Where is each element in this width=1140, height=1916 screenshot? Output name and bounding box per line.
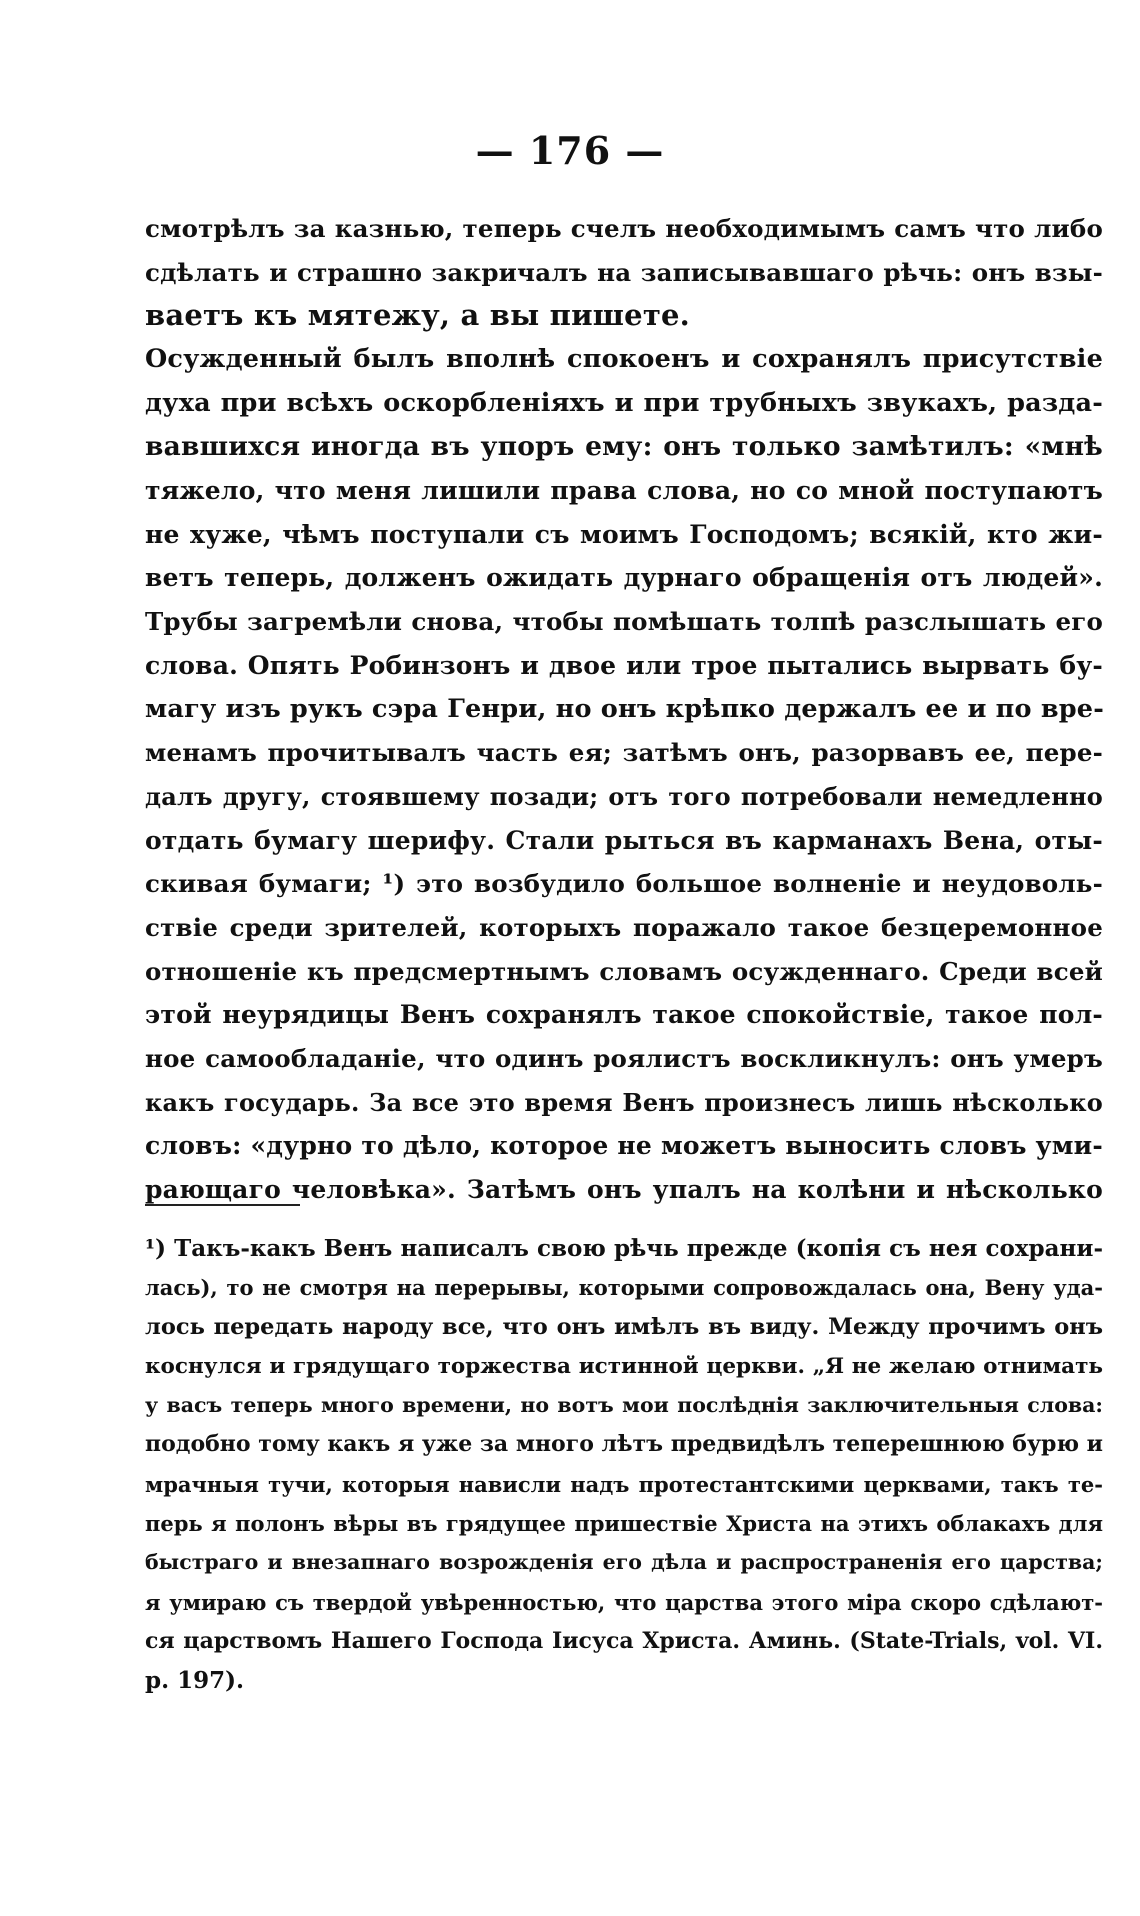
footnote-line: ся царствомъ Нашего Господа Іисуса Христа. Аминь. (State-Trials, vol. VI.: [145, 1627, 1103, 1654]
footnote-line: я умираю съ твердой увѣренностью, что царства этого міра скоро сдѣлают-: [145, 1589, 1103, 1615]
footnote-line: лась), то не смотря на перерывы, которыми сопровождалась она, Вену уда-: [145, 1275, 1103, 1301]
text-line: не хуже, чѣмъ поступали съ моимъ Господомъ; всякій, кто жи-: [145, 519, 1103, 549]
paragraph-main: [145, 338, 1103, 1212]
text-line: слова. Опять Робинзонъ и двое или трое пытались вырвать бу-: [145, 650, 1103, 680]
footnote: [145, 1229, 1103, 1701]
text-line: далъ другу, стоявшему позади; отъ того потребовали немедленно: [145, 781, 1103, 811]
text-line: магу изъ рукъ сэра Генри, но онъ крѣпко держалъ ее и по вре-: [145, 693, 1104, 724]
text-line: словъ: «дурно то дѣло, которое не можетъ выносить словъ уми-: [145, 1131, 1103, 1161]
text-line: смотрѣлъ за казнью, теперь счелъ необходимымъ самъ что либо: [145, 214, 1103, 243]
text-line: ваетъ къ мятежу, а вы пишете.: [145, 298, 690, 333]
text-line: Осужденный былъ вполнѣ спокоенъ и сохранялъ присутствіе: [145, 344, 1103, 374]
footnote-line: мрачныя тучи, которыя нависли надъ протестантскими церквами, такъ те-: [145, 1471, 1103, 1497]
footnote-line: перь я полонъ вѣры въ грядущее пришествіе Христа на этихъ облакахъ для: [145, 1511, 1103, 1537]
text-line: отношеніе къ предсмертнымъ словамъ осужденнаго. Среди всей: [145, 956, 1103, 986]
text-line: Трубы загремѣли снова, чтобы помѣшать толпѣ разслышать его: [145, 607, 1103, 637]
text-line: ветъ теперь, долженъ ожидать дурнаго обращенія отъ людей».: [145, 563, 1103, 593]
footnote-line: p. 197).: [145, 1667, 244, 1695]
footnote-line: лось передать народу все, что онъ имѣлъ въ виду. Между прочимъ онъ: [145, 1313, 1103, 1340]
text-line: сдѣлать и страшно закричалъ на записывавшаго рѣчь: онъ взы-: [145, 257, 1103, 287]
footnote-line: подобно тому какъ я уже за много лѣтъ предвидѣлъ теперешнюю бурю и: [145, 1431, 1103, 1458]
page-number: — 176 —: [475, 128, 665, 173]
text-line: тяжело, что меня лишили права слова, но со мной поступаютъ: [145, 476, 1103, 506]
text-line: ствіе среди зрителей, которыхъ поражало такое безцеремонное: [145, 912, 1103, 942]
footnote-line: быстраго и внезапнаго возрожденія его дѣла и распространенія его царства;: [145, 1550, 1103, 1575]
text-line: отдать бумагу шерифу. Стали рыться въ карманахъ Вена, оты-: [145, 825, 1103, 855]
text-line: вавшихся иногда въ упоръ ему: онъ только замѣтилъ: «мнѣ: [145, 431, 1103, 463]
footnote-divider: [145, 1204, 300, 1206]
text-line: менамъ прочитывалъ часть ея; затѣмъ онъ, разорвавъ ее, пере-: [145, 738, 1103, 768]
paragraph-continuation: [145, 207, 1103, 338]
footnote-line: у васъ теперь много времени, но вотъ мои послѣднія заключительныя слова:: [145, 1393, 1103, 1418]
text-line: какъ государь. За все это время Венъ произнесъ лишь нѣсколько: [145, 1087, 1103, 1117]
text-line: духа при всѣхъ оскорбленіяхъ и при трубныхъ звукахъ, разда-: [145, 387, 1103, 418]
text-line: этой неурядицы Венъ сохранялъ такое спокойствіе, такое пол-: [145, 1000, 1103, 1030]
text-line: скивая бумаги; ¹) это возбудило большое волненіе и неудоволь-: [145, 869, 1103, 899]
text-line: ное самообладаніе, что одинъ роялистъ воскликнулъ: онъ умеръ: [145, 1044, 1103, 1073]
footnote-line: ¹) Такъ-какъ Венъ написалъ свою рѣчь прежде (копія съ нея сохрани-: [145, 1235, 1103, 1262]
text-line: рающаго человѣка». Затѣмъ онъ упалъ на колѣни и нѣсколько: [145, 1175, 1103, 1205]
footnote-line: коснулся и грядущаго торжества истинной церкви. „Я не желаю отнимать: [145, 1353, 1103, 1379]
